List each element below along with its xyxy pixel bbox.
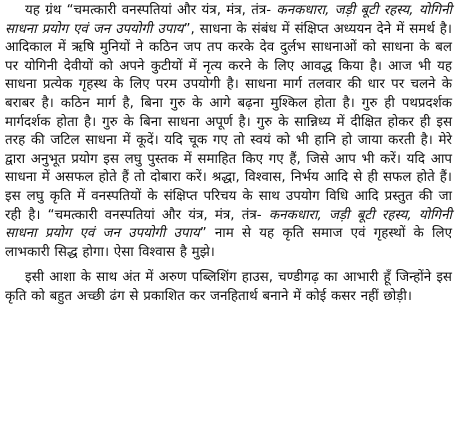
book-title-italic-1: कनकधारा, जड़ी बूटी रहस्य, योगिनी साधना प्रयोग एवं जन उपयोगी उपाय	[5, 3, 452, 37]
intro-text-1: यह ग्रंथ “चमत्कारी वनस्पतियां और यंत्र, मंत्र, तंत्र-	[25, 3, 277, 18]
paragraph-intro	[5, 2, 452, 262]
acknowledgement-text: इसी आशा के साथ अंत में अरुण पब्लिशिंग हाउस, चण्डीगढ़ का आभारी हूँ जिन्होंने इस कृति को बहुत अच्छी ढंग से प्रकाशित कर जनहितार्थ बनाने में कोई कसर नहीं छोड़ी।	[5, 270, 452, 304]
paragraph-acknowledgement	[5, 269, 452, 306]
book-title-italic-2: कनकधारा, जड़ी बूटी रहस्य, योगिनी साधना प्रयोग एवं जन उपयोगी उपाय	[5, 207, 452, 242]
intro-text-2: ”, साधना के संबंध में संक्षिप्त अध्ययन देने में समर्थ है। आदिकाल में ऋषि मुनियों ने कठिन जप तप करके देव दुर्लभ साधनाओं को साधना के बल पर योगिनी देवीयों को अपने कुटीयों में नृत्य करने के लिए आवद्ध किया है। आज भी यह साधना प्रत्येक गृहस्थ के लिए परम उपयोगी है। साधना मार्ग तलवार की धार पर चलने के बराबर है। कठिन मार्ग है, बिना गुरु के आगे बढ़ना मुश्किल होता है। गुरु ही पथप्रदर्शक मार्गदर्शक होता है। गुरु के बिना साधना अपूर्ण है। गुरु के सान्निध्य में दीक्षित होकर ही इस तरह की जटिल साधना में कूदें। यदि चूक गए तो स्वयं को भी हानि हो जाया करती है। मेरे द्वारा अनुभूत प्रयोग इस लघु पुस्तक में समाहित किए गए हैं, जिसे आप भी करें। यदि आप साधना में असफल होते हैं तो दोबारा करें। श्रद्धा, विश्वास, निर्भय आदि से ही सफल होते हैं। इस लघु कृति में वनस्पतियों के संक्षिप्त परिचय के साथ उपयोग विधि आदि प्रस्तुत की जा रही है। “चमत्कारी वनस्पतियां और यंत्र, मंत्र, तंत्र-	[5, 21, 452, 223]
intro-text-3: ” नाम से यह कृति समाज एवं गृहस्थों के लिए लाभकारी सिद्ध होगा। ऐसा विश्वास है मुझे।	[5, 226, 452, 260]
